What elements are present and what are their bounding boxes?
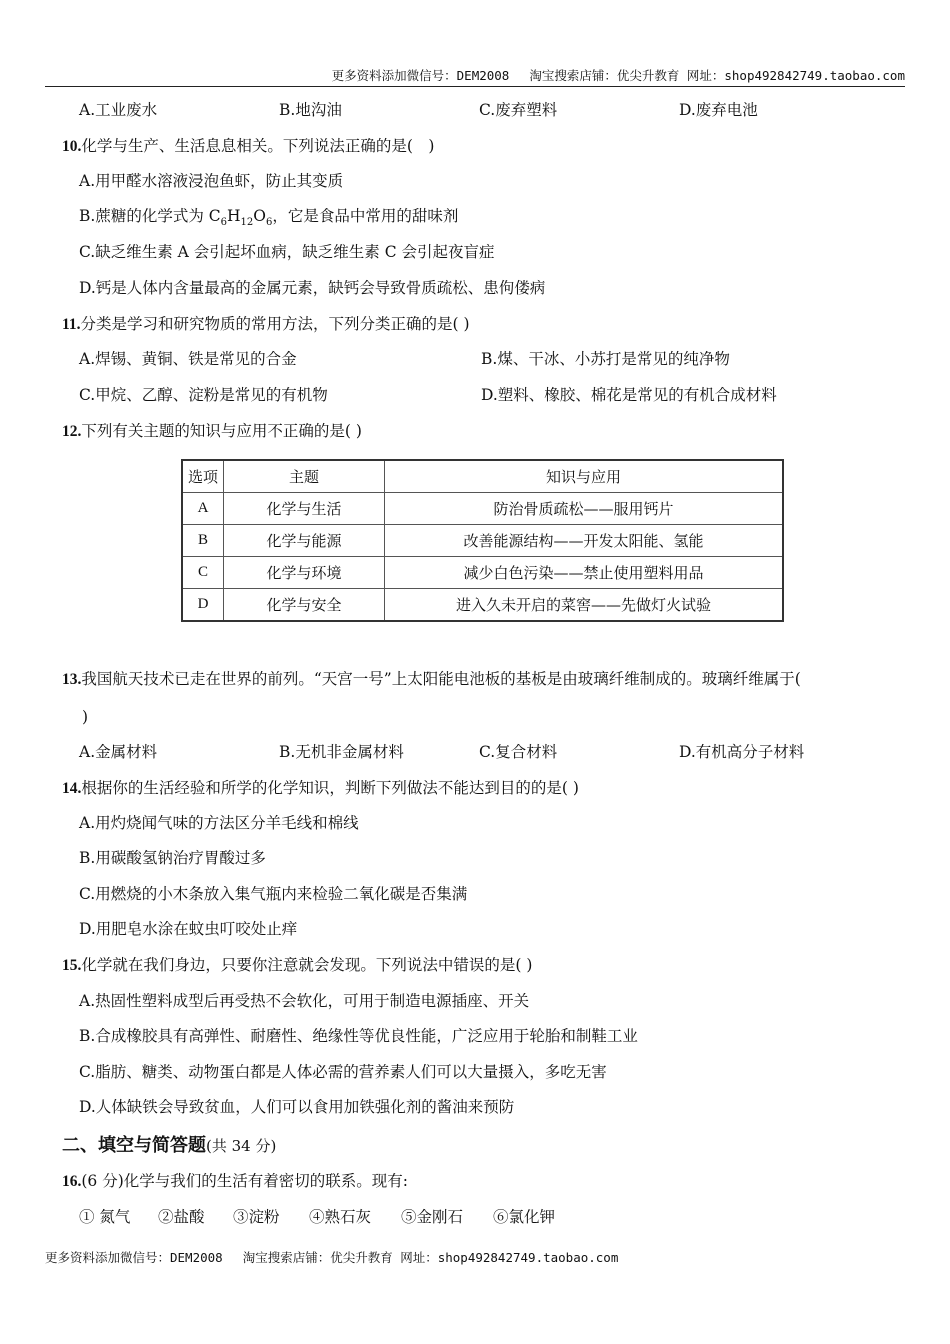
q16-number: 16. [62,1173,82,1190]
q14-option-a: A.用灼烧闻气味的方法区分羊毛线和棉线 [79,814,359,832]
table-cell: 改善能源结构——开发太阳能、氢能 [385,525,784,557]
q13-option-b: B.无机非金属材料 [279,743,404,761]
q10-sub-1: 6 [220,217,227,229]
q15-option-b: B.合成橡胶具有高弹性、耐磨性、绝缘性等优良性能，广泛应用于轮胎和制鞋工业 [79,1027,638,1045]
q10-number: 10. [62,138,82,155]
q14-option-c: C.用燃烧的小木条放入集气瓶内来检验二氧化碳是否集满 [79,885,468,903]
q13-stem-continued: ) [82,708,89,726]
table-cell: 减少白色污染——禁止使用塑料用品 [385,557,784,589]
q13-stem [62,668,801,691]
table-header-theme: 主题 [224,460,385,493]
q9-option-c: C.废弃塑料 [479,101,558,119]
q11-row-2 [79,384,777,406]
q15-option-c: C.脂肪、糖类、动物蛋白都是人体必需的营养素人们可以大量摄入，多吃无害 [79,1063,607,1081]
q16-item: ④熟石灰 [309,1208,372,1226]
table-cell: A [182,493,224,525]
q13-options [79,741,804,763]
q9-option-b: B.地沟油 [279,101,342,119]
table-header-option: 选项 [182,460,224,493]
q11-option-c: C.甲烷、乙醇、淀粉是常见的有机物 [79,386,328,404]
table-row [182,557,783,589]
page-header: 更多资料添加微信号：DEM2008 淘宝搜索店铺：优尖升教育 网址：shop492842749.taobao.com [45,66,905,87]
table-cell: D [182,589,224,622]
section-title [62,1131,276,1157]
q16-item: ②盐酸 [158,1208,205,1226]
q12-stem [62,420,362,443]
q9-option-a: A.工业废水 [79,101,158,119]
section-title-text: 二、填空与简答题 [62,1135,206,1156]
table-header-row [182,460,783,493]
q16-item: ① 氮气 [79,1208,131,1226]
q12-number: 12. [62,423,82,440]
table-cell: 化学与安全 [224,589,385,622]
q16-stem-text: (6 分)化学与我们的生活有着密切的联系。现有: [81,1172,408,1190]
q15-stem [62,954,532,977]
table-cell: B [182,525,224,557]
q10-formula-h: H [226,207,241,225]
q10-option-b-prefix: B.蔗糖的化学式为 C [79,207,221,225]
q15-stem-text: 化学就在我们身边，只要你注意就会发现。下列说法中错误的是( ) [81,956,533,974]
q15-number: 15. [62,957,82,974]
q11-stem [62,313,470,336]
table-row [182,525,783,557]
q14-option-b: B.用碳酸氢钠治疗胃酸过多 [79,849,266,867]
q13-option-d: D.有机高分子材料 [679,743,805,761]
q14-option-d: D.用肥皂水涂在蚊虫叮咬处止痒 [79,920,298,938]
q10-option-d: D.钙是人体内含量最高的金属元素，缺钙会导致骨质疏松、患佝偻病 [79,279,546,297]
q11-option-d: D.塑料、橡胶、棉花是常见的有机合成材料 [481,386,777,404]
q15-option-a: A.热固性塑料成型后再受热不会软化，可用于制造电源插座、开关 [79,992,530,1010]
q11-number: 11. [62,316,81,333]
q14-stem-text: 根据你的生活经验和所学的化学知识，判断下列做法不能达到目的的是( ) [81,779,579,797]
q11-option-b: B.煤、干冰、小苏打是常见的纯净物 [481,350,730,368]
table-cell: 进入久未开启的菜窖——先做灯火试验 [385,589,784,622]
q16-item: ③淀粉 [233,1208,280,1226]
table-cell: 化学与能源 [224,525,385,557]
q10-option-b [79,205,458,234]
table-cell: 化学与环境 [224,557,385,589]
q10-option-c: C.缺乏维生素 A 会引起坏血病，缺乏维生素 C 会引起夜盲症 [79,243,495,261]
q16-item: ⑥氯化钾 [493,1208,556,1226]
q10-sub-2: 12 [240,217,254,229]
q12-stem-text: 下列有关主题的知识与应用不正确的是( ) [81,422,362,440]
q16-stem [62,1170,408,1193]
table-cell: 化学与生活 [224,493,385,525]
q14-number: 14. [62,780,82,797]
q11-stem-text: 分类是学习和研究物质的常用方法，下列分类正确的是( ) [80,315,470,333]
q10-stem-text: 化学与生产、生活息息相关。下列说法正确的是( ) [81,137,435,155]
q14-stem [62,777,579,800]
q13-option-a: A.金属材料 [79,743,158,761]
table-cell: 防治骨质疏松——服用钙片 [385,493,784,525]
q10-option-b-suffix: ，它是食品中常用的甜味剂 [272,207,459,225]
q11-option-a: A.焊锡、黄铜、铁是常见的合金 [79,350,297,368]
q11-row-1 [79,348,730,370]
page-footer: 更多资料添加微信号：DEM2008 淘宝搜索店铺：优尖升教育 网址：shop492842749.taobao.com [45,1250,619,1265]
q16-item: ⑤金刚石 [401,1208,464,1226]
q10-sub-3: 6 [265,217,273,229]
q10-stem [62,135,434,158]
table-cell: C [182,557,224,589]
q9-option-d: D.废弃电池 [679,101,758,119]
table-row [182,589,783,622]
table-row [182,493,783,525]
q10-option-a: A.用甲醛水溶液浸泡鱼虾，防止其变质 [79,172,344,190]
knowledge-table [181,459,784,622]
q13-number: 13. [62,671,82,688]
table-header-knowledge: 知识与应用 [385,460,784,493]
q9-options [79,99,758,121]
q10-formula-o: O [253,207,266,225]
q13-option-c: C.复合材料 [479,743,558,761]
q13-stem-text: 我国航天技术已走在世界的前列。“天宫一号”上太阳能电池板的基板是由玻璃纤维制成的。玻璃纤维属于( [81,670,801,688]
section-score-note: (共 34 分) [206,1137,277,1155]
q15-option-d: D.人体缺铁会导致贫血，人们可以食用加铁强化剂的酱油来预防 [79,1098,515,1116]
q16-items [79,1206,555,1228]
